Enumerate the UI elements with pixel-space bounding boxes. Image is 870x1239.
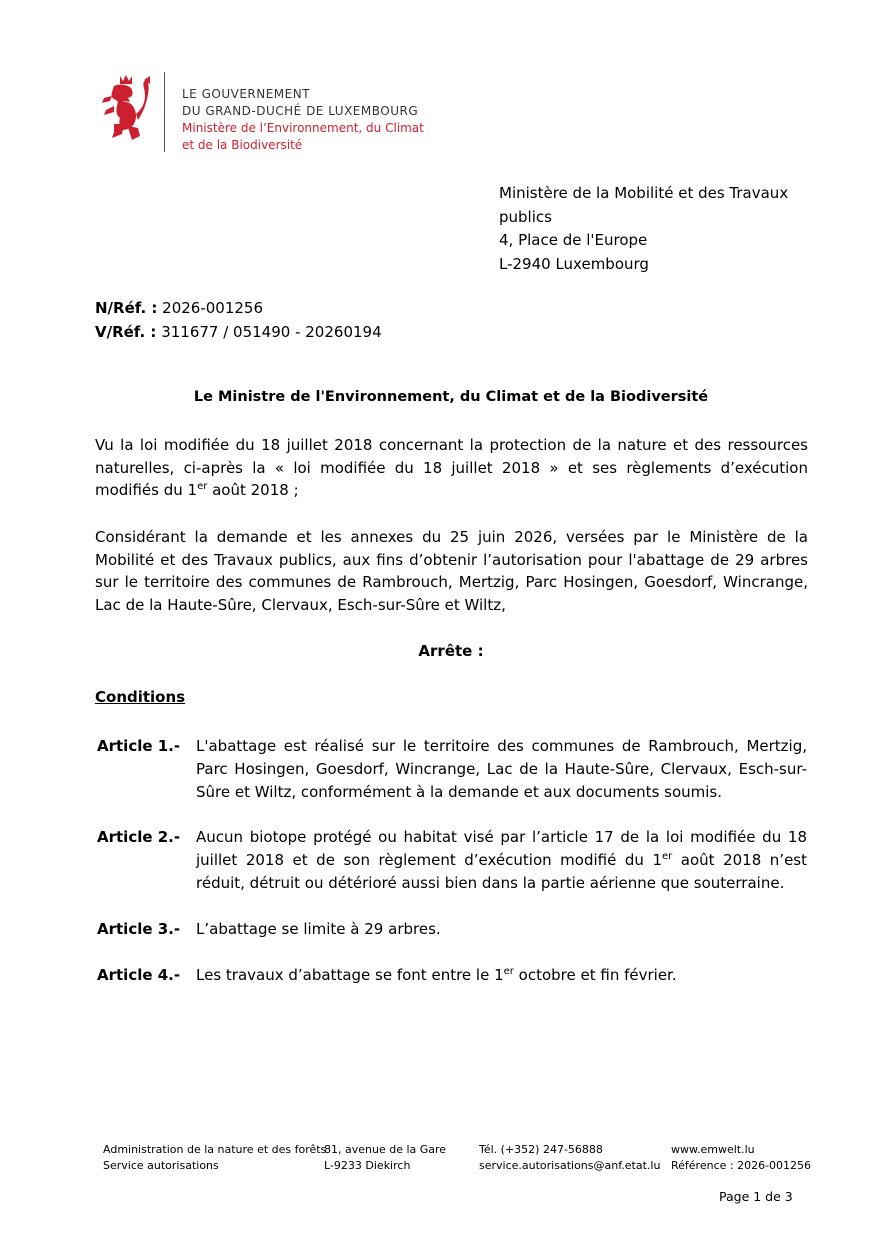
article-2-text-end: août 2018 n’est réduit, détruit ou détérioré aussi bien dans la partie aérienne que souterraine. — [196, 851, 807, 892]
red-lion-icon — [100, 74, 152, 144]
page-number: Page 1 de 3 — [719, 1189, 793, 1204]
arrete-heading: Arrête : — [418, 642, 484, 660]
article-1-text: L'abattage est réalisé sur le territoire des communes de Rambrouch, Mertzig, Parc Hosingen, Goesdorf, Wincrange, Lac de la Haute-Sûre, Clervaux, Esch-sur-Sûre et Wiltz, conformément à la demande et aux documents soumis. — [196, 737, 807, 801]
document-title: Le Ministre de l'Environnement, du Climat et de la Biodiversité — [193, 389, 709, 405]
gov-line-2: DU GRAND-DUCHÉ DE LUXEMBOURG — [182, 104, 419, 118]
article-2-sup: er — [661, 851, 673, 862]
our-reference — [95, 297, 382, 321]
recipient-address — [499, 182, 809, 276]
paragraph-considerant: Considérant la demande et les annexes du 25 juin 2026, versées par le Ministère de la Mobilité et des Travaux publics, aux fins d’obtenir l’autorisation pour l'abattage de 29 arbres sur le territoire des communes de Rambrouch, Mertzig, Parc Hosingen, Goesdorf, Wincrange, Lac de la Haute-Sûre, Clervaux, Esch-sur-Sûre et Wiltz, — [95, 528, 808, 614]
article-3-label: Article 3.- — [97, 920, 181, 938]
your-reference-value: 311677 / 051490 - 20260194 — [156, 322, 382, 341]
article-4-label: Article 4.- — [97, 966, 181, 984]
recipient-line-4: L-2940 Luxembourg — [499, 254, 649, 273]
article-2-text — [196, 826, 807, 895]
ministry-line-1: Ministère de l’Environnement, du Climat — [182, 121, 424, 135]
footer-contact — [479, 1142, 660, 1174]
recipient-line-1: Ministère de la Mobilité et des Travaux — [499, 184, 789, 202]
para1-text-end: août 2018 ; — [207, 481, 299, 499]
ministry-line-2: et de la Biodiversité — [182, 138, 303, 152]
recipient-line-2: publics — [499, 207, 552, 226]
para1-text: Vu la loi modifiée du 18 juillet 2018 concernant la protection de la nature et des ressources naturelles, ci-après la « loi modifiée du 18 juillet 2018 » et ses règlements d’exécution modifiés du 1 — [95, 436, 808, 499]
references — [95, 297, 382, 344]
footer-street: 81, avenue de la Gare — [324, 1143, 447, 1156]
article-2-label: Article 2.- — [97, 828, 181, 846]
article-4-text — [196, 964, 807, 987]
article-2-text-start: Aucun biotope protégé ou habitat visé par l’article 17 de la loi modifiée du 18 juillet 2018 et de son règlement d’exécution modifié du 1 — [196, 828, 807, 869]
article-1-label: Article 1.- — [97, 737, 181, 755]
paragraph-vu — [95, 434, 808, 502]
footer-administration — [103, 1142, 326, 1174]
our-reference-value: 2026-001256 — [157, 299, 264, 317]
footer-admin-name: Administration de la nature et des forêts — [103, 1143, 327, 1156]
article-4-sup: er — [503, 966, 514, 977]
footer-service: Service autorisations — [103, 1159, 219, 1172]
article-3-text: L’abattage se limite à 29 arbres. — [196, 920, 441, 938]
conditions-heading: Conditions — [95, 688, 186, 706]
recipient-line-3: 4, Place de l'Europe — [499, 231, 648, 249]
footer-email: service.autorisations@anf.etat.lu — [479, 1159, 661, 1172]
para1-sup: er — [197, 481, 208, 492]
government-header — [182, 86, 424, 154]
footer-web — [671, 1142, 811, 1174]
footer-address — [324, 1142, 446, 1174]
footer-website: www.emwelt.lu — [671, 1143, 755, 1156]
article-4-text-end: octobre et fin février. — [513, 966, 677, 984]
article-4-text-start: Les travaux d’abattage se font entre le 1 — [196, 966, 504, 984]
your-reference-label: V/Réf. : — [95, 322, 157, 341]
footer-city: L-9233 Diekirch — [324, 1159, 411, 1172]
your-reference — [95, 321, 382, 345]
gov-line-1: LE GOUVERNEMENT — [182, 87, 311, 101]
footer-phone: Tél. (+352) 247-56888 — [479, 1143, 603, 1156]
footer-reference: Référence : 2026-001256 — [671, 1159, 812, 1172]
our-reference-label: N/Réf. : — [95, 299, 158, 317]
header-divider — [164, 72, 165, 152]
